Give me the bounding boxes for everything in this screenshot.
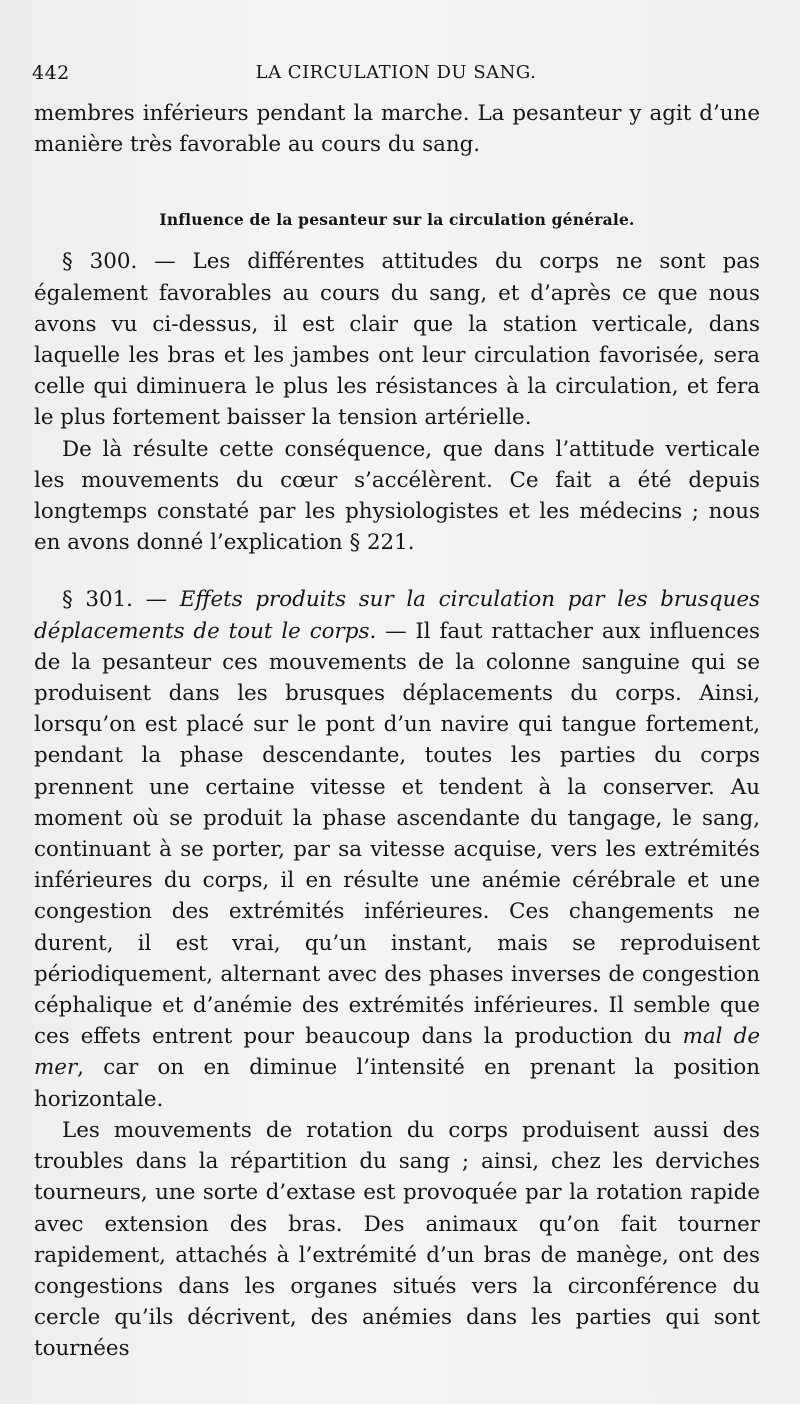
page-header — [32, 62, 760, 94]
page-body — [34, 98, 760, 1365]
page-number: 442 — [32, 62, 70, 84]
mal-de-mer-term: mal de mer — [34, 1024, 760, 1081]
paragraph-300-number: § 300. — [62, 249, 138, 275]
paragraph-301 — [34, 584, 760, 1114]
paragraph-300 — [34, 246, 760, 433]
paragraph-301-title: Effets produits sur la circulation par les brusques déplacements de tout le corps. — [34, 587, 760, 644]
running-title: LA CIRCULATION DU SANG. — [255, 62, 537, 83]
paragraph-301-number: § 301. — — [62, 587, 180, 613]
intro-paragraph: membres inférieurs pendant la marche. La pesanteur y agit d’une manière très favorable au cours du sang. — [34, 101, 760, 158]
paragraph-300-continued: De là résulte cette conséquence, que dans l’attitude verticale les mouvements du cœur s’accélèrent. Ce fait a été depuis longtemps constaté par les physiologistes et les médecins ; nous en avons donné l’explication § 221. — [34, 436, 760, 556]
paragraph-301-continued: Les mouvements de rotation du corps produisent aussi des troubles dans la répartition du sang ; ainsi, chez les derviches tourneurs, une sorte d’extase est provoquée par la rotation rapide avec extension des bras. Des animaux qu’on fait tourner rapidement, attachés à l’extrémité d’un bras de manège, ont des congestions dans les organes situés vers la circonférence du cercle qu’ils décrivent, des anémies dans les parties qui sont tournées — [34, 1117, 760, 1362]
paragraph-300-text: — Les différentes attitudes du corps ne sont pas également favorables au cours du sang, et d’après ce que nous avons vu ci-dessus, il est clair que la station verticale, dans laquelle les bras et les jambes ont leur circulation favorisée, sera celle qui diminuera le plus les résistances à la circulation, et fera le plus fortement baisser la tension artérielle. — [34, 249, 760, 431]
paragraph-301-text-part1: — Il faut rattacher aux influences de la pesanteur ces mouvements de la colonne sanguine qui se produisent dans les brusques déplacements du corps. Ainsi, lorsqu’on est placé sur le pont d’un navire qui tangue fortement, pendant la phase descendante, toutes les parties du corps prennent une certaine vitesse et tendent à la conserver. Au moment où se produit la phase ascendante du tangage, le sang, continuant à se porter, par sa vitesse acquise, vers les extrémités inférieures du corps, il en résulte une anémie cérébrale et une congestion des extrémités inférieures. Ces changements ne durent, il est vrai, qu’un instant, mais se reproduisent périodiquement, alternant avec des phases inverses de congestion céphalique et d’anémie des extrémités inférieures. Il semble que ces effets entrent pour beaucoup dans la production du — [34, 618, 760, 1050]
paragraph-gap — [34, 558, 760, 584]
paragraph-301-text-part2: , car on en diminue l’intensité en prenant la position horizontale. — [34, 1055, 760, 1112]
section-title: Influence de la pesanteur sur la circulation générale. — [159, 210, 635, 230]
